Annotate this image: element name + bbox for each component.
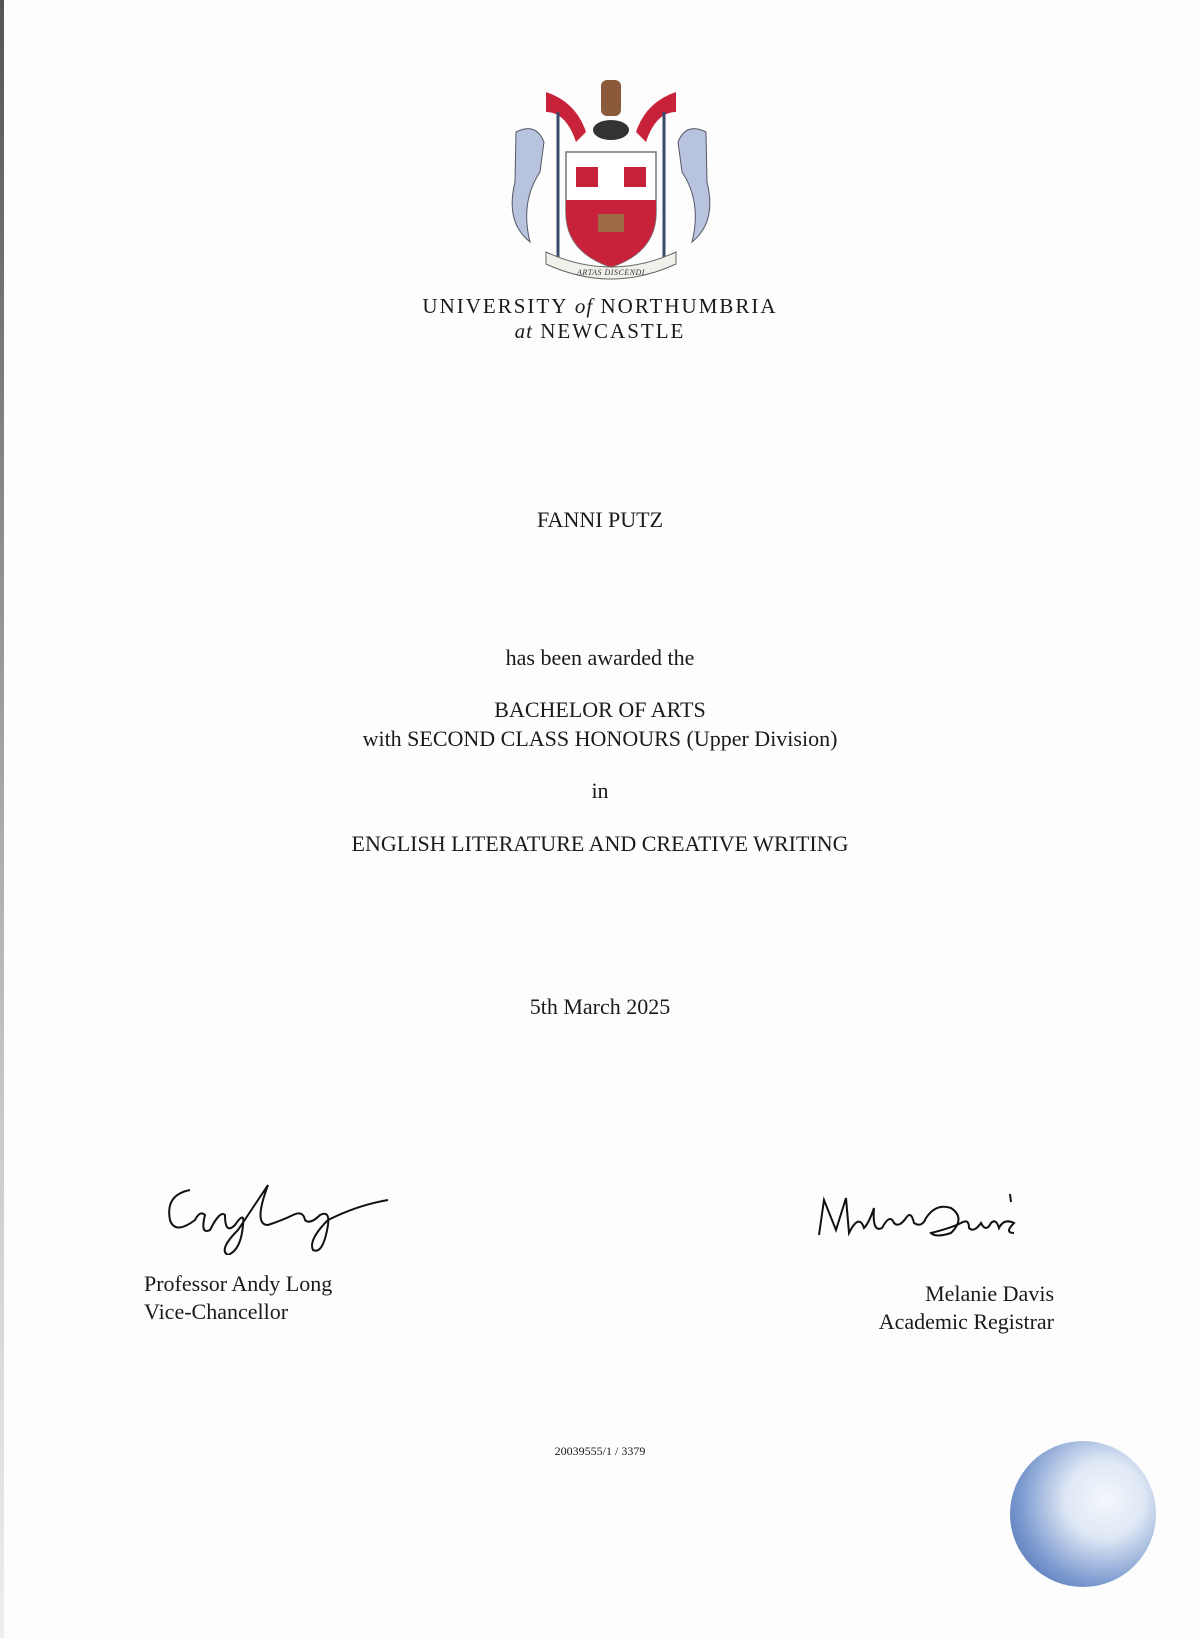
university-crest-logo <box>486 72 736 284</box>
left-signatory-title: Vice-Chancellor <box>144 1299 289 1324</box>
right-signatory-title: Academic Registrar <box>878 1309 1054 1334</box>
helmet <box>593 120 629 140</box>
shield-base <box>566 200 656 267</box>
right-signatory-name: Melanie Davis <box>925 1281 1054 1306</box>
mantling-right <box>636 92 676 142</box>
university-location <box>0 319 1200 344</box>
awarded-text: has been awarded the <box>505 645 695 670</box>
motto-text: ARTAS DISCENDI <box>577 268 645 277</box>
signature-andy-long <box>160 1180 395 1255</box>
castle-left <box>576 167 598 187</box>
book <box>598 214 624 232</box>
castle-right <box>624 167 646 187</box>
seahorse-right <box>678 129 710 242</box>
right-signatory <box>879 1280 1054 1336</box>
page-edge <box>0 0 4 1638</box>
recipient-name: FANNI PUTZ <box>536 507 664 532</box>
signature-melanie-davis <box>814 1190 1039 1250</box>
uni-location-city: NEWCASTLE <box>540 319 686 343</box>
university-name <box>0 294 1200 319</box>
seahorse-left <box>512 129 544 242</box>
mantling-left <box>546 92 586 142</box>
uni-name-a: UNIVERSITY <box>422 294 568 318</box>
degree-classification: with SECOND CLASS HONOURS (Upper Division) <box>362 726 838 751</box>
award-date: 5th March 2025 <box>529 994 671 1019</box>
uni-name-b: NORTHUMBRIA <box>600 294 778 318</box>
left-signatory <box>144 1270 332 1326</box>
degree-title: BACHELOR OF ARTS <box>494 697 706 722</box>
uni-name-of: of <box>574 294 594 318</box>
lion-figure <box>601 80 621 116</box>
in-text: in <box>591 778 609 803</box>
hologram-seal <box>1010 1441 1156 1587</box>
certificate-reference: 20039555/1 / 3379 <box>554 1444 646 1458</box>
left-signatory-name: Professor Andy Long <box>144 1271 333 1296</box>
uni-location-at: at <box>514 319 533 343</box>
subject: ENGLISH LITERATURE AND CREATIVE WRITING <box>351 831 849 856</box>
